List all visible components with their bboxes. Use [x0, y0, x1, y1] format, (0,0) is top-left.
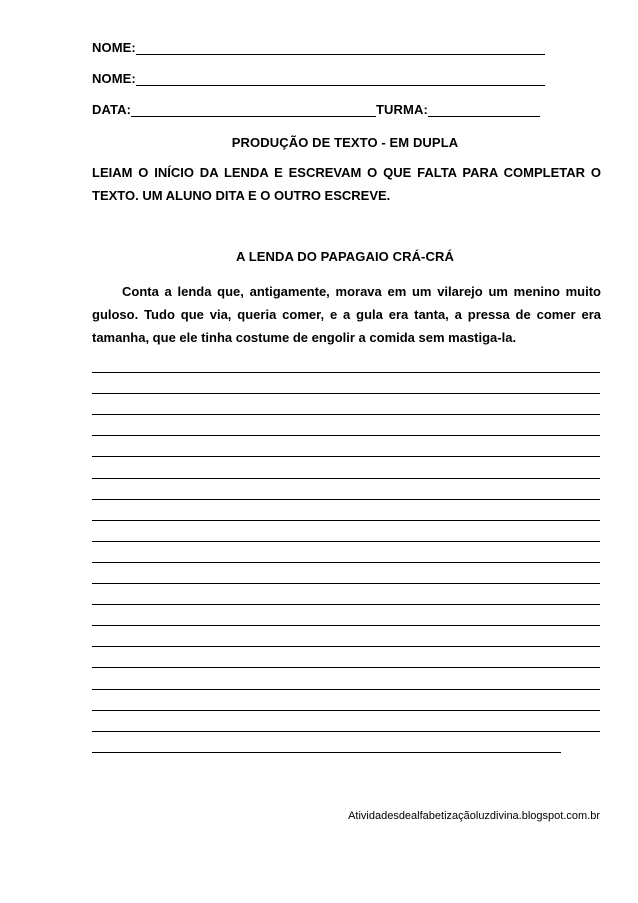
date-label: DATA:: [92, 102, 132, 117]
writing-line: [92, 604, 600, 605]
name-label-2: NOME:: [92, 71, 136, 86]
name-blank-2: [136, 73, 545, 86]
date-blank: [131, 104, 376, 117]
writing-line: [92, 646, 600, 647]
writing-line: [92, 499, 600, 500]
writing-line: [92, 710, 600, 711]
footer-url: Atividadesdealfabetizaçãoluzdivina.blogspot.com.br: [348, 810, 600, 822]
writing-line: [92, 435, 600, 436]
writing-line: [92, 583, 600, 584]
writing-line: [92, 625, 600, 626]
writing-line: [92, 478, 600, 479]
writing-line: [92, 456, 600, 457]
writing-line: [92, 752, 561, 753]
writing-line: [92, 393, 600, 394]
name-label-1: NOME:: [92, 40, 136, 55]
writing-line: [92, 562, 600, 563]
class-label: TURMA:: [376, 102, 428, 117]
writing-line: [92, 667, 600, 668]
story-title: A LENDA DO PAPAGAIO CRÁ-CRÁ: [236, 249, 454, 264]
writing-line: [92, 372, 600, 373]
date-class-field: [92, 102, 540, 117]
name-field-2: [92, 71, 545, 86]
writing-line: [92, 689, 600, 690]
page-title: PRODUÇÃO DE TEXTO - EM DUPLA: [231, 135, 459, 150]
class-blank: [428, 104, 540, 117]
name-blank-1: [136, 42, 545, 55]
instructions: LEIAM O INÍCIO DA LENDA E ESCREVAM O QUE FALTA PARA COMPLETAR O TEXTO. UM ALUNO DITA E O OUTRO ESCREVE.: [92, 165, 601, 203]
name-field-1: [92, 40, 545, 55]
writing-line: [92, 414, 600, 415]
writing-line: [92, 520, 600, 521]
story-text: Conta a lenda que, antigamente, morava em um vilarejo um menino muito guloso. Tudo que via, queria comer, e a gula era tanta, a pressa de comer era tamanha, que ele tinha costume de engolir a comida sem mastiga-la.: [92, 284, 601, 345]
writing-line: [92, 731, 600, 732]
writing-line: [92, 541, 600, 542]
